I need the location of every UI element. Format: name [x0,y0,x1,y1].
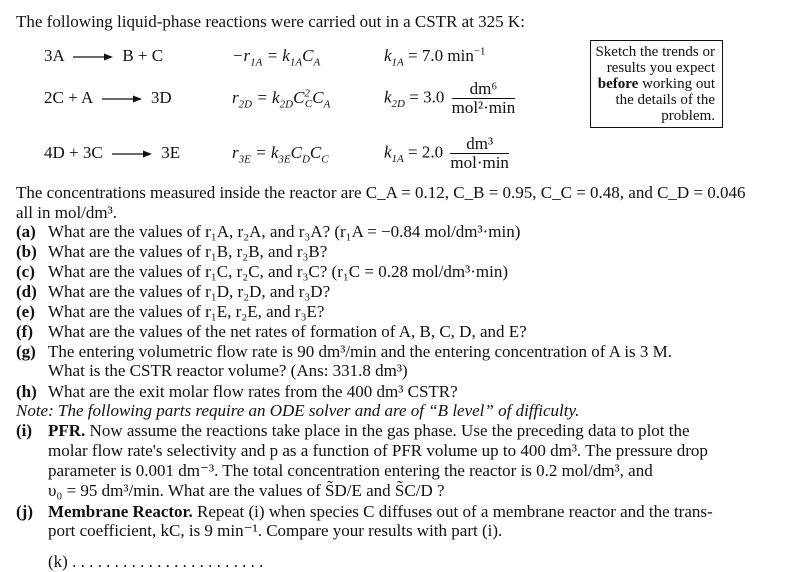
rate-constant-2: $k_{2D} = 3.0$ $\frac{\text{dm⁶}}{\text{mol²·min}}$ [384,79,516,117]
question-i-line-3: parameter is 0.001 dm⁻³. The total concentration entering the reactor is 0.2 mol/dm³, and [48,461,653,480]
question-b: (b) What are the values of r₁B, r₂B, and r₃B? [16,242,328,261]
unit-fraction-2: $\frac{\text{dm⁶}}{\text{mol²·min}}$ [451,79,516,117]
cut-off-line: (k) . . . . . . . . . . . . . . . . . . . . . . . [48,552,264,571]
rate-law-3: $r_{3E} = k_{3E}C_DC_C$ [232,143,329,166]
question-j: (j) Membrane Reactor. Repeat (i) when species C diffuses out of a membrane reactor and the trans- [16,502,713,521]
rate-law-1: $-r_{1A} = k_{1A}C_A$ [232,46,321,69]
question-h: (h) What are the exit molar flow rates from the 400 dm³ CSTR? [16,382,458,401]
question-j-line-2: port coefficient, kC, is 9 min⁻¹. Compare your results with part (i). [48,521,503,540]
arrow-right-icon [112,149,152,159]
reaction-1-right: B + C [122,46,164,65]
arrow-right-icon [102,94,142,104]
reaction-2-right: 3D [150,88,172,107]
reaction-3-left: 4D + 3C [44,143,103,162]
question-d: (d) What are the values of r₁D, r₂D, and r₃D? [16,282,331,301]
rate-constant-3: $k_{1A} = 2.0$ $\frac{\text{dm³}}{\text{mol·min}}$ [384,134,509,172]
concentrations-line-2: all in mol/dm³. [16,203,117,222]
reaction-2 [44,88,172,108]
reaction-1 [44,46,163,66]
question-g: (g) The entering volumetric flow rate is 90 dm³/min and the entering concentration of A is 3 M. [16,342,673,361]
question-e: (e) What are the values of r₁E, r₂E, and r₃E? [16,302,325,321]
rate-law-2: $r_{2D} = k_{2D}C^2_CC_A$ [232,87,331,111]
concentrations-line-1: The concentrations measured inside the reactor are C_A = 0.12, C_B = 0.95, C_C = 0.48, and C_D = 0.046 [16,183,746,202]
reaction-3 [44,143,180,163]
sketch-note-box: Sketch the trends or results you expect before working out the details of the problem. [590,40,723,128]
reaction-1-left: 3A [44,46,64,65]
reaction-2-left: 2C + A [44,88,93,107]
arrow-right-icon [73,52,113,62]
question-c: (c) What are the values of r₁C, r₂C, and r₃C? (r₁C = 0.28 mol/dm³·min) [16,262,508,281]
question-g-cont: What is the CSTR reactor volume? (Ans: 331.8 dm³) [48,361,408,380]
question-i: (i) PFR. Now assume the reactions take place in the gas phase. Use the preceding data to plot the [16,421,690,440]
question-i-line-2: molar flow rate's selectivity and p as a function of PFR volume up to 400 dm³. The pressure drop [48,441,708,460]
question-i-line-4: υ₀ = 95 dm³/min. What are the values of S̃D/E and S̃C/D ? [48,481,445,500]
question-a: (a) What are the values of r₁A, r₂A, and r₃A? (r₁A = −0.84 mol/dm³·min) [16,222,521,241]
note-text: Note: The following parts require an ODE solver and are of “B level” of difficulty. [16,401,580,420]
intro-text: The following liquid-phase reactions were carried out in a CSTR at 325 K: [16,12,525,31]
rate-constant-1: $k_{1A} = 7.0$ $\min^{-1}$ [384,45,486,69]
unit-fraction-3: $\frac{\text{dm³}}{\text{mol·min}}$ [450,134,509,172]
reaction-3-right: 3E [161,143,181,162]
question-f: (f) What are the values of the net rates of formation of A, B, C, D, and E? [16,322,527,341]
